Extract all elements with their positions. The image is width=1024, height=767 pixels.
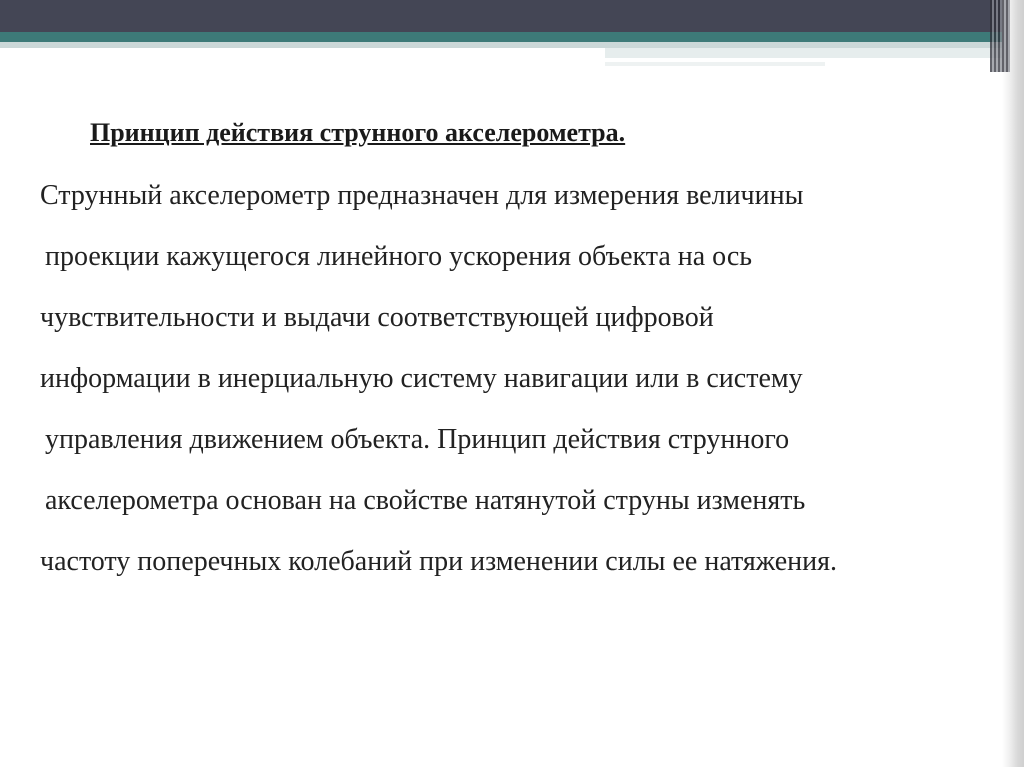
body-line: чувствительности и выдачи соответствующей цифровой — [40, 302, 714, 333]
header-bar — [0, 0, 1024, 32]
accent-band-faint-2 — [605, 62, 825, 66]
body-line: проекции кажущегося линейного ускорения объекта на ось — [45, 241, 753, 272]
body-line: частоту поперечных колебаний при изменении силы ее натяжения. — [40, 546, 838, 577]
slide-edge-shadow — [1002, 0, 1024, 767]
accent-band-faint — [605, 48, 1005, 58]
body-line: Струнный акселерометр предназначен для измерения величины — [40, 180, 804, 211]
body-line: информации в инерциальную систему навигации или в систему — [40, 363, 803, 394]
body-line: акселерометра основан на свойстве натянутой струны изменять — [45, 485, 806, 516]
decorative-stripes — [990, 0, 1010, 72]
body-line: управления движением объекта. Принцип действия струнного — [45, 424, 790, 455]
accent-band — [0, 32, 1005, 42]
slide-title: Принцип действия струнного акселерометра. — [90, 118, 626, 147]
